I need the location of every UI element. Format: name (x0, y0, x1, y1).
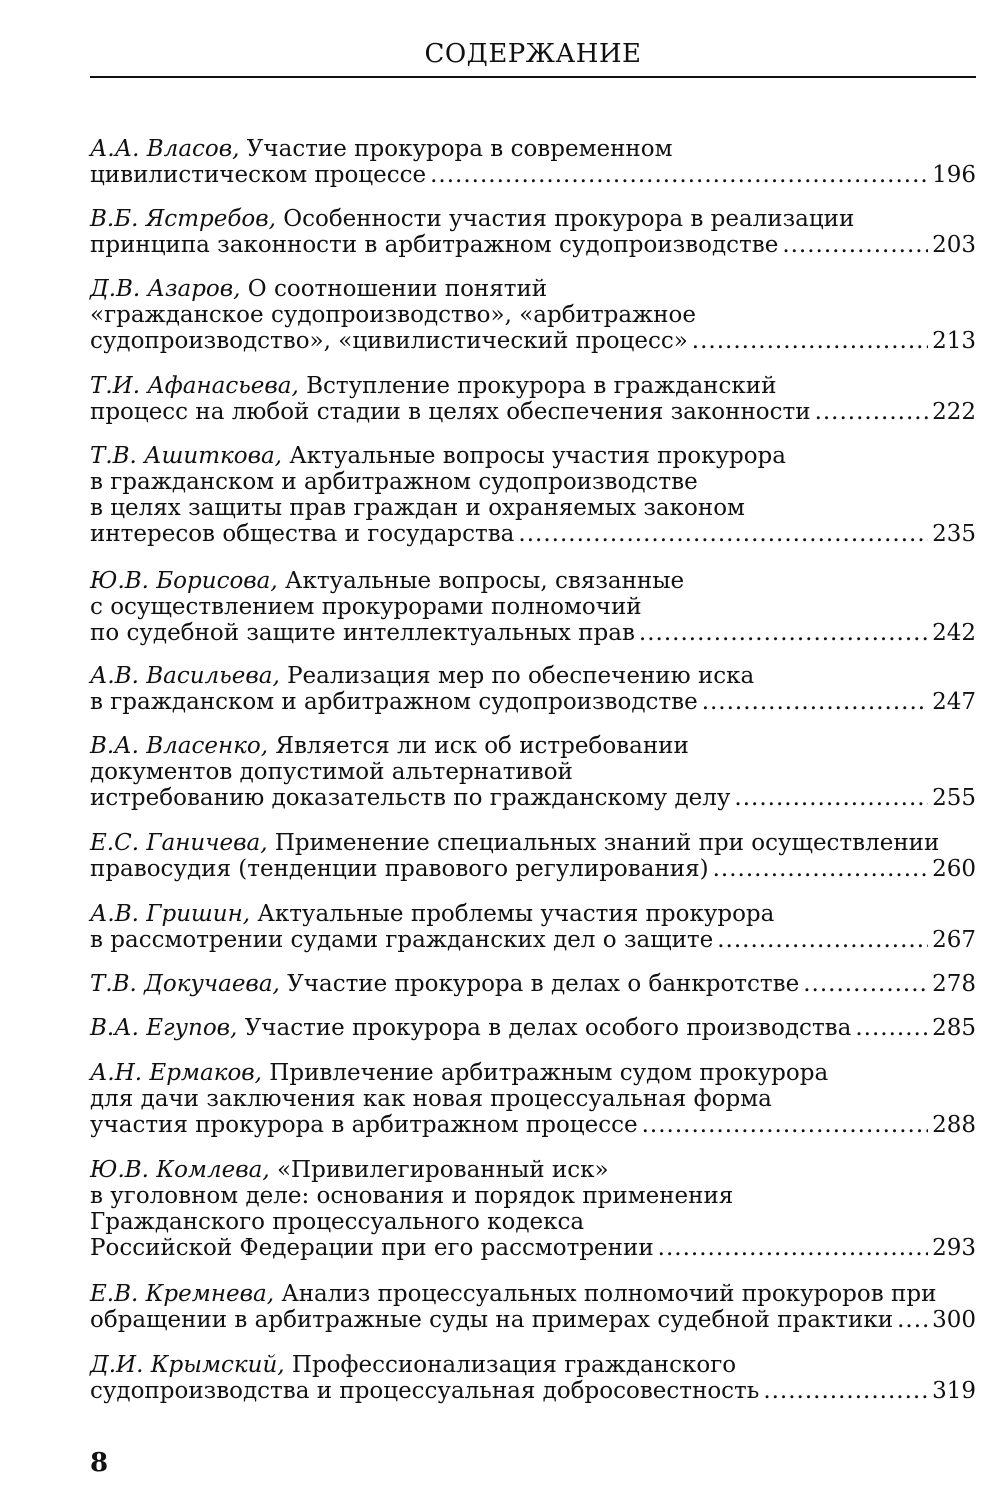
toc-entry-title-line (90, 206, 976, 232)
toc-entry-title-end: участия прокурора в арбитражном процессе (90, 1112, 638, 1138)
toc-entry-title-line (90, 830, 976, 856)
toc-entry-author: Е.С. Ганичева, (90, 830, 268, 856)
toc-entry-title-text (90, 620, 635, 646)
toc-entry-title-end: судопроизводства и процессуальная добросовестность (90, 1378, 760, 1404)
toc-entry-title-end: судопроизводство», «цивилистический процесс» (90, 328, 688, 354)
toc-entry-title-text (90, 1112, 638, 1138)
toc-entry-title-line (90, 1183, 976, 1209)
toc-entry-last-line (90, 399, 976, 425)
toc-entry[interactable] (90, 1281, 976, 1333)
dot-leader (658, 1235, 928, 1261)
toc-entry-title-line (90, 373, 976, 399)
toc-entry-last-line (90, 689, 976, 715)
toc-entry-title-text (90, 785, 730, 811)
toc-entry-title-end: в рассмотрении судами гражданских дел о защите (90, 927, 714, 953)
toc-entry-title-text (90, 927, 713, 953)
dot-leader (430, 162, 928, 188)
toc-entry[interactable] (90, 901, 976, 953)
toc-entry-last-line (90, 927, 976, 953)
toc-entry-page-number: 260 (932, 856, 976, 882)
toc-entry-author: Е.В. Кремнева, (90, 1281, 274, 1307)
toc-entry-title-text: Является ли иск об истребовании (275, 733, 689, 759)
toc-entry-title-line (90, 1157, 976, 1183)
toc-entry-title-text: Анализ процессуальных полномочий прокуроров при (281, 1281, 937, 1307)
dot-leader (815, 399, 929, 425)
toc-entry[interactable] (90, 568, 976, 646)
toc-entry-last-line (90, 971, 976, 997)
toc-entry-last-line (90, 328, 976, 354)
toc-entry-title-line (90, 901, 976, 927)
toc-entry-author: А.А. Власов, (90, 136, 240, 162)
toc-entry-title-line (90, 302, 976, 328)
toc-entry-title-end: принципа законности в арбитражном судопроизводстве (90, 232, 779, 258)
toc-entry-title-text: Гражданского процессуального кодекса (90, 1209, 585, 1235)
toc-entry-author: Д.И. Крымский, (90, 1352, 285, 1378)
toc-entry[interactable] (90, 136, 976, 188)
toc-entry[interactable] (90, 1060, 976, 1138)
toc-entry[interactable] (90, 373, 976, 425)
toc-entry-title-text: Привлечение арбитражным судом прокурора (269, 1060, 829, 1086)
toc-entry-title-end: интересов общества и государства (90, 521, 515, 547)
toc-entry-page-number: 288 (932, 1112, 976, 1138)
toc-entry[interactable] (90, 1157, 976, 1261)
toc-entry-title-end: цивилистическом процессе (90, 162, 427, 188)
running-header (90, 36, 976, 72)
toc-entry-page-number: 319 (932, 1378, 976, 1404)
toc-entry-title-end: истребованию доказательств по гражданскому делу (90, 785, 731, 811)
dot-leader (855, 1015, 928, 1041)
toc-entry-title-line (90, 1209, 976, 1235)
dot-leader (897, 1307, 928, 1333)
toc-entry-title-line (90, 443, 976, 469)
toc-entry-author: А.Н. Ермаков, (90, 1060, 262, 1086)
toc-entry[interactable] (90, 971, 976, 997)
toc-entry-last-line (90, 1378, 976, 1404)
toc-entry-author: Т.В. Ашиткова, (90, 443, 282, 469)
toc-entry-title-text (90, 971, 799, 997)
toc-entry-last-line (90, 162, 976, 188)
toc-entry-page-number: 213 (932, 328, 976, 354)
toc-entry-title-text: Применение специальных знаний при осуществлении (274, 830, 940, 856)
toc-entry-author: В.Б. Ястребов, (90, 206, 276, 232)
toc-entry-page-number: 196 (932, 162, 976, 188)
toc-entry[interactable] (90, 830, 976, 882)
toc-entry-title-text: в целях защиты прав граждан и охраняемых законом (90, 495, 745, 521)
dot-leader (717, 927, 928, 953)
toc-entry-author: Т.В. Докучаева, (90, 971, 280, 997)
toc-entry-title-text (90, 162, 426, 188)
toc-entry-title-line (90, 759, 976, 785)
dot-leader (734, 785, 928, 811)
dot-leader (803, 971, 928, 997)
toc-entry-page-number: 293 (932, 1235, 976, 1261)
toc-entry-title-text: Профессионализация гражданского (291, 1352, 737, 1378)
toc-entry-title-line (90, 276, 976, 302)
toc-entry-page-number: 222 (932, 399, 976, 425)
toc-entry-title-text: Участие прокурора в современном (246, 136, 673, 162)
toc-entry-page-number: 278 (932, 971, 976, 997)
toc-entry-page-number: 285 (932, 1015, 976, 1041)
dot-leader (702, 689, 928, 715)
toc-entry-title-text: «Привилегированный иск» (276, 1157, 609, 1183)
toc-entry-author: А.В. Гришин, (90, 901, 251, 927)
toc-entry-title-text (90, 1378, 759, 1404)
toc-entry[interactable] (90, 276, 976, 354)
toc-entry-title-end: процесс на любой стадии в целях обеспечения законности (90, 399, 811, 425)
toc-entry-title-line (90, 1281, 976, 1307)
toc-entry-author: Ю.В. Борисова, (90, 568, 278, 594)
toc-entry[interactable] (90, 206, 976, 258)
toc-entry-title-text (90, 521, 514, 547)
toc-entry-author: В.А. Егупов, (90, 1015, 238, 1041)
header-rule (90, 76, 976, 78)
toc-entry-title-end: по судебной защите интеллектуальных прав (90, 620, 635, 646)
toc-entry-author: Д.В. Азаров, (90, 276, 241, 302)
toc-entry-title-end: обращении в арбитражные суды на примерах судебной практики (90, 1307, 894, 1333)
dot-leader (763, 1378, 928, 1404)
dot-leader (782, 232, 928, 258)
toc-entry-title-text: Актуальные проблемы участия прокурора (257, 901, 775, 927)
toc-entry-title-text (90, 689, 698, 715)
toc-entry-title-line (90, 663, 976, 689)
toc-entry-title-end: в гражданском и арбитражном судопроизводстве (90, 689, 698, 715)
toc-entry-title-line (90, 1352, 976, 1378)
toc-entry-title-text: Реализация мер по обеспечению иска (287, 663, 755, 689)
toc-entry-title-text (90, 399, 811, 425)
toc-entry-title-text (90, 1015, 851, 1041)
dot-leader (713, 856, 929, 882)
toc-entry-title-end: Российской Федерации при его рассмотрении (90, 1235, 654, 1261)
toc-entry-title-line (90, 1060, 976, 1086)
page-number: 8 (90, 1448, 109, 1478)
toc-entry-title-end: Участие прокурора в делах особого производства (244, 1015, 852, 1041)
toc-entry-page-number: 235 (932, 521, 976, 547)
toc-entry-title-end: Участие прокурора в делах о банкротстве (287, 971, 800, 997)
toc-entry-last-line (90, 856, 976, 882)
toc-entry-title-text: в уголовном деле: основания и порядок применения (90, 1183, 734, 1209)
toc-entry-page-number: 242 (932, 620, 976, 646)
toc-entry-title-text: О соотношении понятий (247, 276, 548, 302)
toc-entry-title-text: «гражданское судопроизводство», «арбитражное (90, 302, 696, 328)
toc-entry-author: А.В. Васильева, (90, 663, 280, 689)
toc-entry-title-text: Особенности участия прокурора в реализации (283, 206, 855, 232)
toc-entry-last-line (90, 1235, 976, 1261)
toc-entry-title-line (90, 469, 976, 495)
toc-entry-author: Ю.В. Комлева, (90, 1157, 270, 1183)
toc-entry-page-number: 247 (932, 689, 976, 715)
toc-entry-last-line (90, 1307, 976, 1333)
toc-entry-title-text: Актуальные вопросы участия прокурора (289, 443, 786, 469)
toc-entry[interactable] (90, 443, 976, 547)
toc-entry-title-text (90, 328, 688, 354)
toc-entry-title-text: для дачи заключения как новая процессуальная форма (90, 1086, 772, 1112)
toc-entry-page-number: 203 (932, 232, 976, 258)
toc-entry-title-text: Вступление прокурора в гражданский (306, 373, 777, 399)
toc-entry-title-text: в гражданском и арбитражном судопроизводстве (90, 469, 698, 495)
dot-leader (518, 521, 928, 547)
toc-entry-last-line (90, 521, 976, 547)
toc-entry[interactable] (90, 733, 976, 811)
toc-entry-page-number: 300 (932, 1307, 976, 1333)
toc-entry-title-line (90, 733, 976, 759)
toc-entry-title-text (90, 856, 709, 882)
toc-entry-page-number: 255 (932, 785, 976, 811)
toc-entry-title-text (90, 1235, 654, 1261)
toc-entry-title-text: с осуществлением прокурорами полномочий (90, 594, 642, 620)
dot-leader (642, 1112, 929, 1138)
dot-leader (692, 328, 928, 354)
toc-entry-last-line (90, 232, 976, 258)
toc-entry-title-line (90, 594, 976, 620)
toc-entry-title-line (90, 495, 976, 521)
dot-leader (639, 620, 928, 646)
toc-entry-title-line (90, 136, 976, 162)
page-title: СОДЕРЖАНИЕ (424, 39, 642, 69)
toc-entry-last-line (90, 785, 976, 811)
toc-entry-last-line (90, 620, 976, 646)
toc-entry-title-line (90, 568, 976, 594)
toc-entry-last-line (90, 1112, 976, 1138)
toc-entry[interactable] (90, 1352, 976, 1404)
toc-entry[interactable] (90, 663, 976, 715)
toc-entry-title-text (90, 1307, 893, 1333)
toc-entry-last-line (90, 1015, 976, 1041)
toc-entry-author: В.А. Власенко, (90, 733, 269, 759)
toc-entry-title-end: правосудия (тенденции правового регулирования) (90, 856, 709, 882)
toc-entry-page-number: 267 (932, 927, 976, 953)
toc-entry-title-text: Актуальные вопросы, связанные (285, 568, 685, 594)
toc-entry-title-line (90, 1086, 976, 1112)
toc-entry-title-text (90, 232, 778, 258)
toc-entry[interactable] (90, 1015, 976, 1041)
toc-entry-title-text: документов допустимой альтернативой (90, 759, 573, 785)
toc-entry-author: Т.И. Афанасьева, (90, 373, 299, 399)
